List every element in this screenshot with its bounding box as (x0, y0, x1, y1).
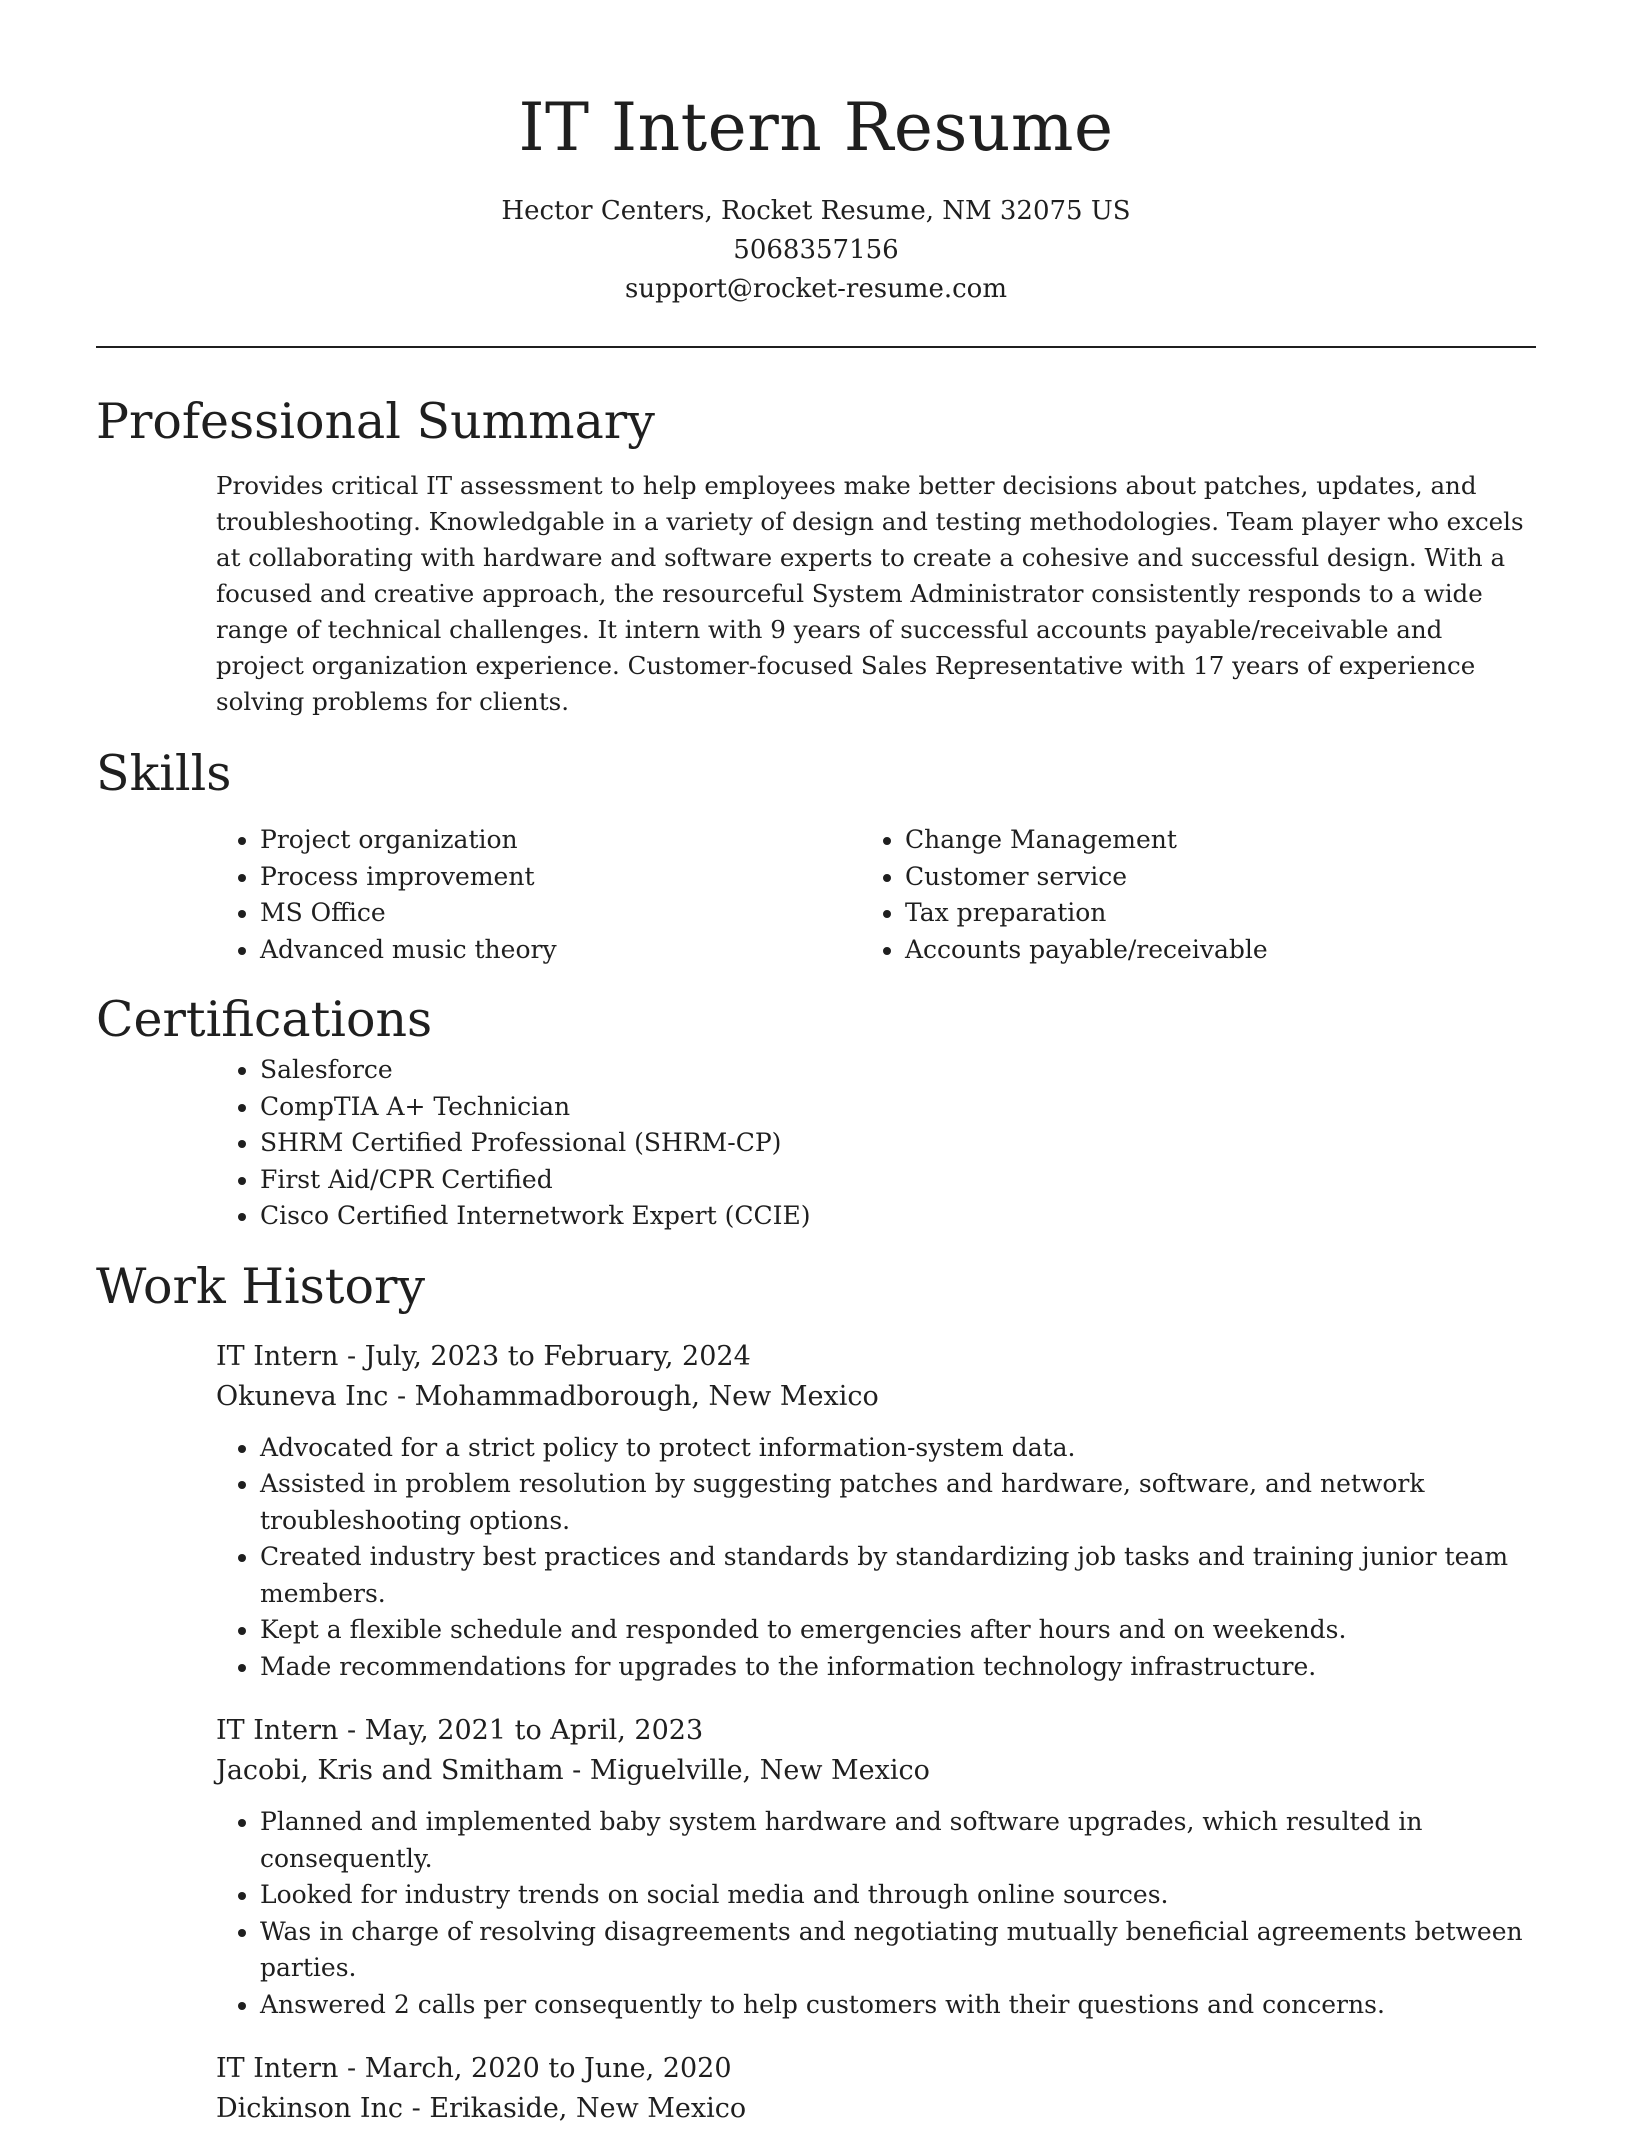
contact-address: Hector Centers, Rocket Resume, NM 32075 US (501, 196, 1131, 226)
job-company-location: Dickinson Inc - Erikaside, New Mexico (216, 2093, 747, 2124)
job-duty-item: • Assisted in problem resolution by suggesting patches and hardware, software, and network troubleshooting options. (260, 1466, 1536, 1539)
certification-item: • Cisco Certified Internetwork Expert (CCIE) (260, 1198, 1536, 1235)
header-divider (96, 346, 1536, 348)
skills-list-right (745, 822, 1390, 968)
job-company-location: Jacobi, Kris and Smitham - Miguelville, New Mexico (216, 1755, 930, 1786)
job-entry (216, 1711, 1536, 2023)
skill-item: • Project organization (260, 822, 745, 859)
skills-heading: Skills (96, 745, 232, 802)
certification-item: • First Aid/CPR Certified (260, 1162, 1536, 1199)
skill-item: • Customer service (905, 859, 1390, 896)
summary-heading: Professional Summary (96, 393, 655, 450)
job-duty-item: • Answered 2 calls per consequently to help customers with their questions and concerns. (260, 1987, 1536, 2024)
contact-email: support@rocket-resume.com (624, 274, 1007, 304)
job-duty-item: • Made recommendations for upgrades to the information technology infrastructure. (260, 1649, 1536, 1686)
work-history-heading: Work History (96, 1257, 426, 1315)
certifications-list (96, 1052, 1536, 1235)
job-duty-item: • Created industry best practices and standards by standardizing job tasks and training junior team members. (260, 1539, 1536, 1612)
job-duty-item: • Planned and implemented baby system hardware and software upgrades, which resulted in consequently. (260, 1804, 1536, 1877)
skill-item: • Process improvement (260, 859, 745, 896)
job-entry (216, 2049, 1536, 2129)
contact-phone: 5068357156 (733, 235, 899, 265)
certification-item: • CompTIA A+ Technician (260, 1089, 1536, 1126)
skills-columns (96, 822, 1536, 968)
skill-item: • Change Management (905, 822, 1390, 859)
job-duty-item: • Kept a flexible schedule and responded to emergencies after hours and on weekends. (260, 1612, 1536, 1649)
resume-title: IT Intern Resume (518, 89, 1114, 166)
job-title-dates: IT Intern - July, 2023 to February, 2024 (216, 1340, 751, 1372)
certifications-heading: Certifications (96, 991, 433, 1048)
resume-header (96, 0, 1536, 309)
skill-item: • Accounts payable/receivable (905, 932, 1390, 969)
job-title-dates: IT Intern - May, 2021 to April, 2023 (216, 1715, 704, 1746)
job-duty-item: • Looked for industry trends on social media and through online sources. (260, 1877, 1536, 1914)
skill-item: • Tax preparation (905, 895, 1390, 932)
skill-item: • Advanced music theory (260, 932, 745, 969)
job-duty-item: • Advocated for a strict policy to protect information-system data. (260, 1430, 1536, 1467)
summary-text: Provides critical IT assessment to help employees make better decisions about patches, updates, and troubleshooting. Knowledgable in a variety of design and testing methodologies. Team player who excels at collaborating with hardware and software experts to create a cohesive and successful design. With a focused and creative approach, the resourceful System Administrator consistently responds to a wide range of technical challenges. It intern with 9 years of successful accounts payable/receivable and project organization experience. Customer-focused Sales Representative with 17 years of experience solving problems for clients. (216, 471, 1524, 716)
job-title-dates: IT Intern - March, 2020 to June, 2020 (216, 2053, 732, 2084)
certification-item: • Salesforce (260, 1052, 1536, 1089)
resume-page (96, 0, 1536, 2129)
job-duty-item: • Was in charge of resolving disagreements and negotiating mutually beneficial agreements between parties. (260, 1914, 1536, 1987)
job-duties-list (216, 1430, 1536, 1686)
certification-item: • SHRM Certified Professional (SHRM-CP) (260, 1125, 1536, 1162)
job-duties-list (216, 1804, 1536, 2023)
skill-item: • MS Office (260, 895, 745, 932)
job-company-location: Okuneva Inc - Mohammadborough, New Mexico (216, 1380, 879, 1412)
job-entry (216, 1337, 1536, 1686)
skills-list-left (96, 822, 745, 968)
contact-block (96, 192, 1536, 309)
